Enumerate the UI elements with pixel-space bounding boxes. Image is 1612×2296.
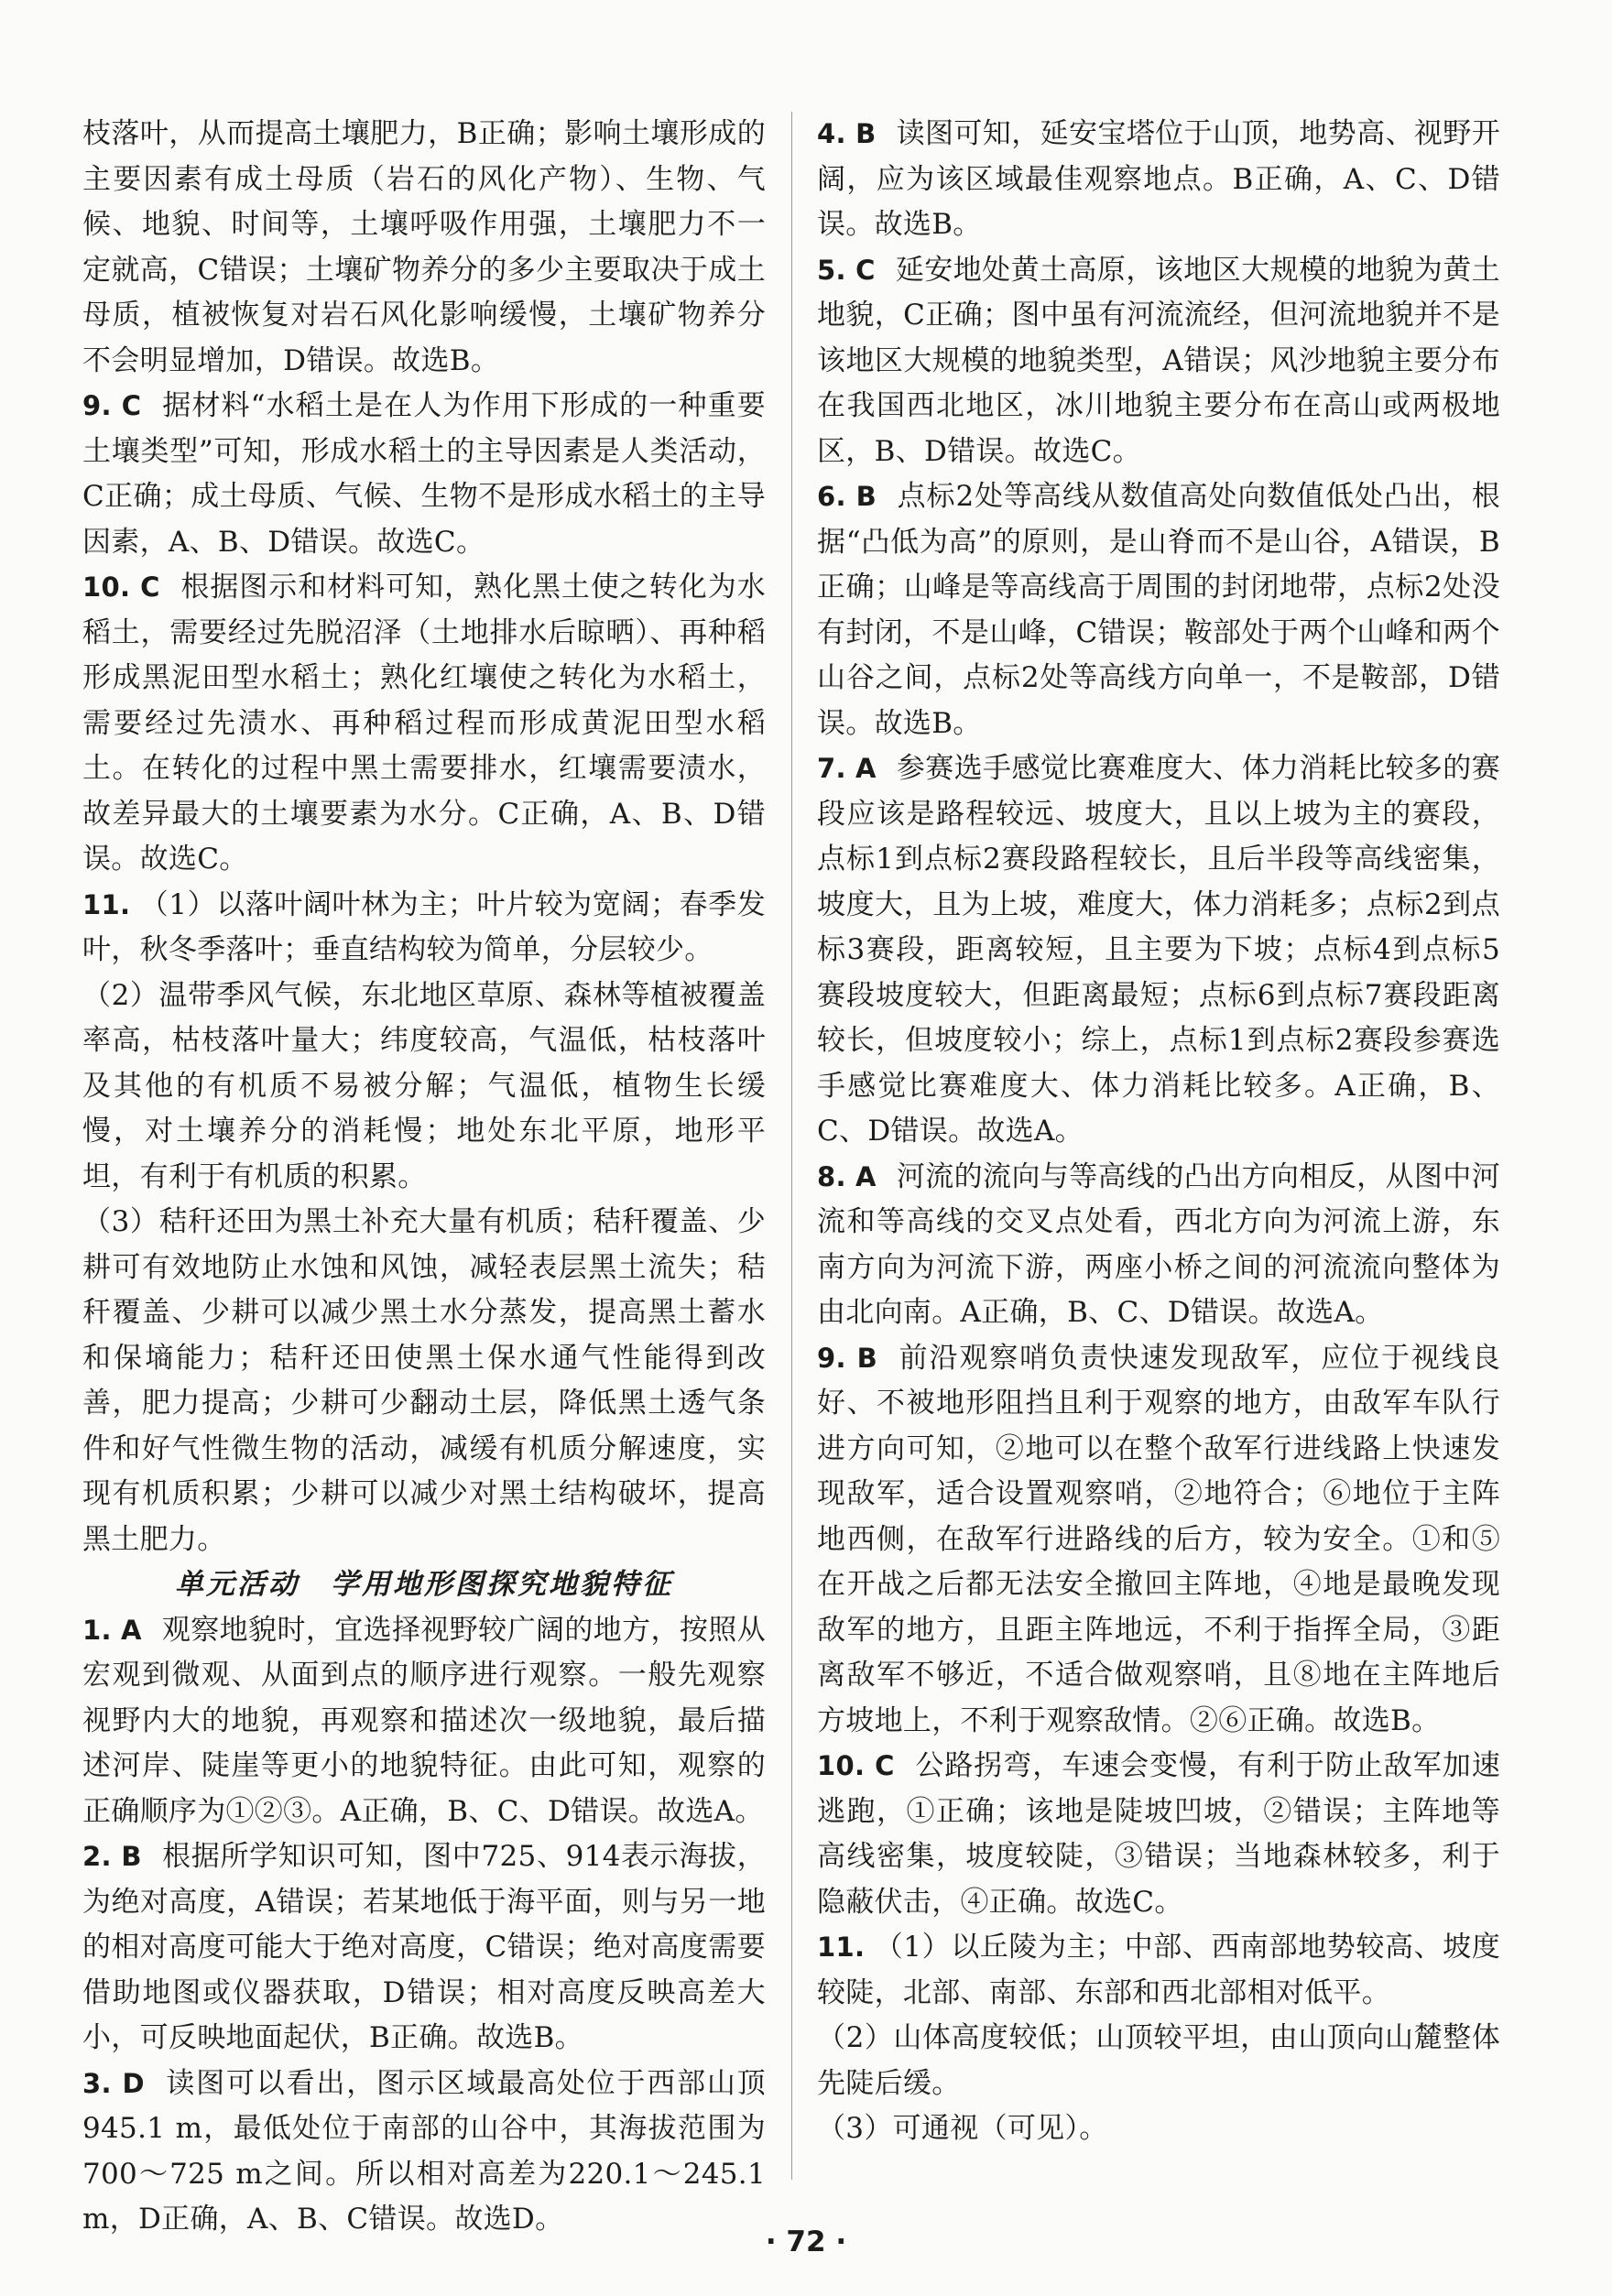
answer-letter: C [121, 390, 142, 421]
question-number: 10. [817, 1750, 866, 1781]
answer-paragraph [817, 1925, 1500, 2016]
answer-paragraph [82, 974, 766, 1201]
answer-letter: C [140, 571, 160, 603]
answer-text: 枝落叶，从而提高土壤肥力，B正确；影响土壤形成的主要因素有成土母质（岩石的风化产物）、生物、气候、地貌、时间等，土壤呼吸作用强，土壤肥力不一定就高，C错误；土壤矿物养分的多少主要取决于成土母质，植被恢复对岩石风化影响缓慢，土壤矿物养分不会明显增加，D错误。故选B。 [82, 117, 766, 377]
question-number: 2. [82, 1841, 112, 1872]
answer-paragraph [82, 112, 766, 384]
answer-text: 公路拐弯，车速会变慢，有利于防止敌军加速逃跑，①正确；该地是陡坡凹坡，②错误；主阵地等高线密集，坡度较陡，③错误；当地森林较多，利于隐蔽伏击，④正确。故选C。 [817, 1749, 1501, 1919]
answer-paragraph [817, 1155, 1500, 1336]
answer-text: 点标2处等高线从数值高处向数值低处凸出，根据“凸低为高”的原则，是山脊而不是山谷，A错误，B正确；山峰是等高线高于周围的封闭地带，点标2处没有封闭，不是山峰，C错误；鞍部处于两个山峰和两个山谷之间，点标2处等高线方向单一，不是鞍部，D错误。故选B。 [817, 480, 1500, 740]
question-number: 9. [817, 1342, 846, 1374]
answer-text: （2）温带季风气候，东北地区草原、森林等植被覆盖率高，枯枝落叶量大；纬度较高，气温低，枯枝落叶及其他的有机质不易被分解；气温低，植物生长缓慢，对土壤养分的消耗慢；地处东北平原，地形平坦，有利于有机质的积累。 [82, 978, 766, 1193]
answer-text: 参赛选手感觉比赛难度大、体力消耗比较多的赛段应该是路程较远、坡度大，且以上坡为主的赛段，点标1到点标2赛段路程较长，且后半段等高线密集，坡度大，且为上坡，难度大，体力消耗多；点标2到点标3赛段，距离较短，且主要为下坡；点标4到点标5赛段坡度较大，但距离最短；点标6到点标7赛段距离较长，但坡度较小；综上，点标1到点标2赛段参赛选手感觉比赛难度大、体力消耗比较多。A正确，B、C、D错误。故选A。 [817, 752, 1500, 1148]
answer-paragraph [82, 1200, 766, 1562]
answer-text: （1）以丘陵为主；中部、西南部地势较高、坡度较陡，北部、南部、东部和西北部相对低平。 [817, 1931, 1500, 2009]
answer-paragraph [817, 112, 1500, 248]
question-number: 6. [817, 481, 846, 512]
answer-text: （3）秸秆还田为黑土补充大量有机质；秸秆覆盖、少耕可有效地防止水蚀和风蚀，减轻表层黑土流失；秸秆覆盖、少耕可以减少黑土水分蒸发，提高黑土蓄水和保墒能力；秸秆还田使黑土保水通气性能得到改善，肥力提高；少耕可少翻动土层，降低黑土透气条件和好气性微生物的活动，减缓有机质分解速度，实现有机质积累；少耕可以减少对黑土结构破坏，提高黑土肥力。 [82, 1205, 766, 1556]
answer-paragraph [817, 2016, 1500, 2106]
answer-letter: B [121, 1841, 142, 1872]
question-number: 8. [817, 1160, 846, 1192]
section-title-part1: 单元活动 [175, 1568, 300, 1601]
answer-text: （3）可通视（可见）。 [817, 2112, 1108, 2145]
question-number: 5. [817, 254, 846, 286]
column-divider [791, 112, 792, 2180]
answer-text: 根据所学知识可知，图中725、914表示海拔，为绝对高度，A错误；若某地低于海平面，则与另一地的相对高度可能大于绝对高度，C错误；绝对高度需要借助地图或仪器获取，D错误；相对高度反映高差大小，可反映地面起伏，B正确。故选B。 [82, 1840, 766, 2054]
question-number: 9. [82, 390, 112, 421]
answer-paragraph [817, 474, 1500, 746]
answer-text: 读图可知，延安宝塔位于山顶，地势高、视野开阔，应为该区域最佳观察地点。B正确，A、C、D错误。故选B。 [817, 117, 1500, 241]
answer-text: 延安地处黄土高原，该地区大规模的地貌为黄土地貌，C正确；图中虽有河流流经，但河流地貌并不是该地区大规模的地貌类型，A错误；风沙地貌主要分布在我国西北地区，冰川地貌主要分布在高山或两极地区，B、D错误。故选C。 [817, 253, 1500, 468]
question-number: 4. [817, 118, 846, 149]
answer-text: （2）山体高度较低；山顶较平坦，由山顶向山麓整体先陡后缓。 [817, 2021, 1500, 2100]
answer-letter: C [855, 254, 876, 286]
question-number: 11. [82, 888, 131, 920]
question-number: 3. [82, 2067, 112, 2099]
answer-letter: A [121, 1614, 142, 1646]
answer-paragraph [817, 746, 1500, 1155]
question-number: 10. [82, 571, 131, 603]
answer-letter: B [856, 1342, 877, 1374]
answer-paragraph [82, 384, 766, 565]
page-number: · 72 · [765, 2225, 847, 2258]
answer-letter: B [855, 118, 877, 149]
question-number: 1. [82, 1614, 112, 1646]
answer-paragraph [82, 2062, 766, 2243]
answer-letter: A [855, 1160, 877, 1192]
answer-paragraph [817, 2106, 1500, 2152]
left-column [82, 112, 766, 2243]
answer-letter: A [855, 753, 877, 784]
section-title [82, 1562, 766, 1608]
answer-text: （1）以落叶阔叶林为主；叶片较为宽阔；春季发叶，秋冬季落叶；垂直结构较为简单，分层较少。 [82, 887, 766, 966]
answer-paragraph [82, 1608, 766, 1835]
answer-paragraph [82, 565, 766, 883]
answer-text: 读图可以看出，图示区域最高处位于西部山顶945.1 m，最低处位于南部的山谷中，其海拔范围为700～725 m之间。所以相对高差为220.1～245.1 m，D正确，A、B、C错误。故选D。 [82, 2066, 767, 2236]
answer-paragraph [817, 1336, 1500, 1745]
answer-letter: D [122, 2067, 145, 2099]
answer-text: 根据图示和材料可知，熟化黑土使之转化为水稻土，需要经过先脱沼泽（土地排水后晾晒）、再种稻形成黑泥田型水稻土；熟化红壤使之转化为水稻土，需要经过先渍水、再种稻过程而形成黄泥田型水稻土。在转化的过程中黑土需要排水，红壤需要渍水，故差异最大的土壤要素为水分。C正确，A、B、D错误。故选C。 [82, 571, 767, 876]
answer-letter: C [875, 1750, 895, 1781]
question-number: 11. [817, 1931, 866, 1963]
section-title-part2: 学用地形图探究地貌特征 [331, 1568, 673, 1601]
answer-text: 前沿观察哨负责快速发现敌军，应位于视线良好、不被地形阻挡且利于观察的地方，由敌军车队行进方向可知，②地可以在整个敌军行进线路上快速发现敌军，适合设置观察哨，②地符合；⑥地位于主阵地西侧，在敌军行进路线的后方，较为安全。①和⑤在开战之后都无法安全撤回主阵地，④地是最晚发现敌军的地方，且距主阵地远，不利于指挥全局，③距离敌军不够近，不适合做观察哨，且⑧地在主阵地后方坡地上，不利于观察敌情。②⑥正确。故选B。 [817, 1341, 1501, 1737]
answer-paragraph [817, 248, 1500, 475]
answer-paragraph [817, 1744, 1500, 1925]
answer-paragraph [82, 883, 766, 974]
right-column [817, 112, 1500, 2152]
answer-text: 河流的流向与等高线的凸出方向相反，从图中河流和等高线的交叉点处看，西北方向为河流上游，东南方向为河流下游，两座小桥之间的河流流向整体为由北向南。A正确，B、C、D错误。故选A。 [817, 1159, 1500, 1329]
answer-paragraph [82, 1834, 766, 2062]
answer-text: 观察地貌时，宜选择视野较广阔的地方，按照从宏观到微观、从面到点的顺序进行观察。一般先观察视野内大的地貌，再观察和描述次一级地貌，最后描述河岸、陡崖等更小的地貌特征。由此可知，观察的正确顺序为①②③。A正确，B、C、D错误。故选A。 [82, 1613, 766, 1828]
question-number: 7. [817, 753, 846, 784]
answer-text: 据材料“水稻土是在人为作用下形成的一种重要土壤类型”可知，形成水稻土的主导因素是人类活动，C正确；成土母质、气候、生物不是形成水稻土的主导因素，A、B、D错误。故选C。 [82, 389, 767, 559]
answer-letter: B [855, 481, 877, 512]
